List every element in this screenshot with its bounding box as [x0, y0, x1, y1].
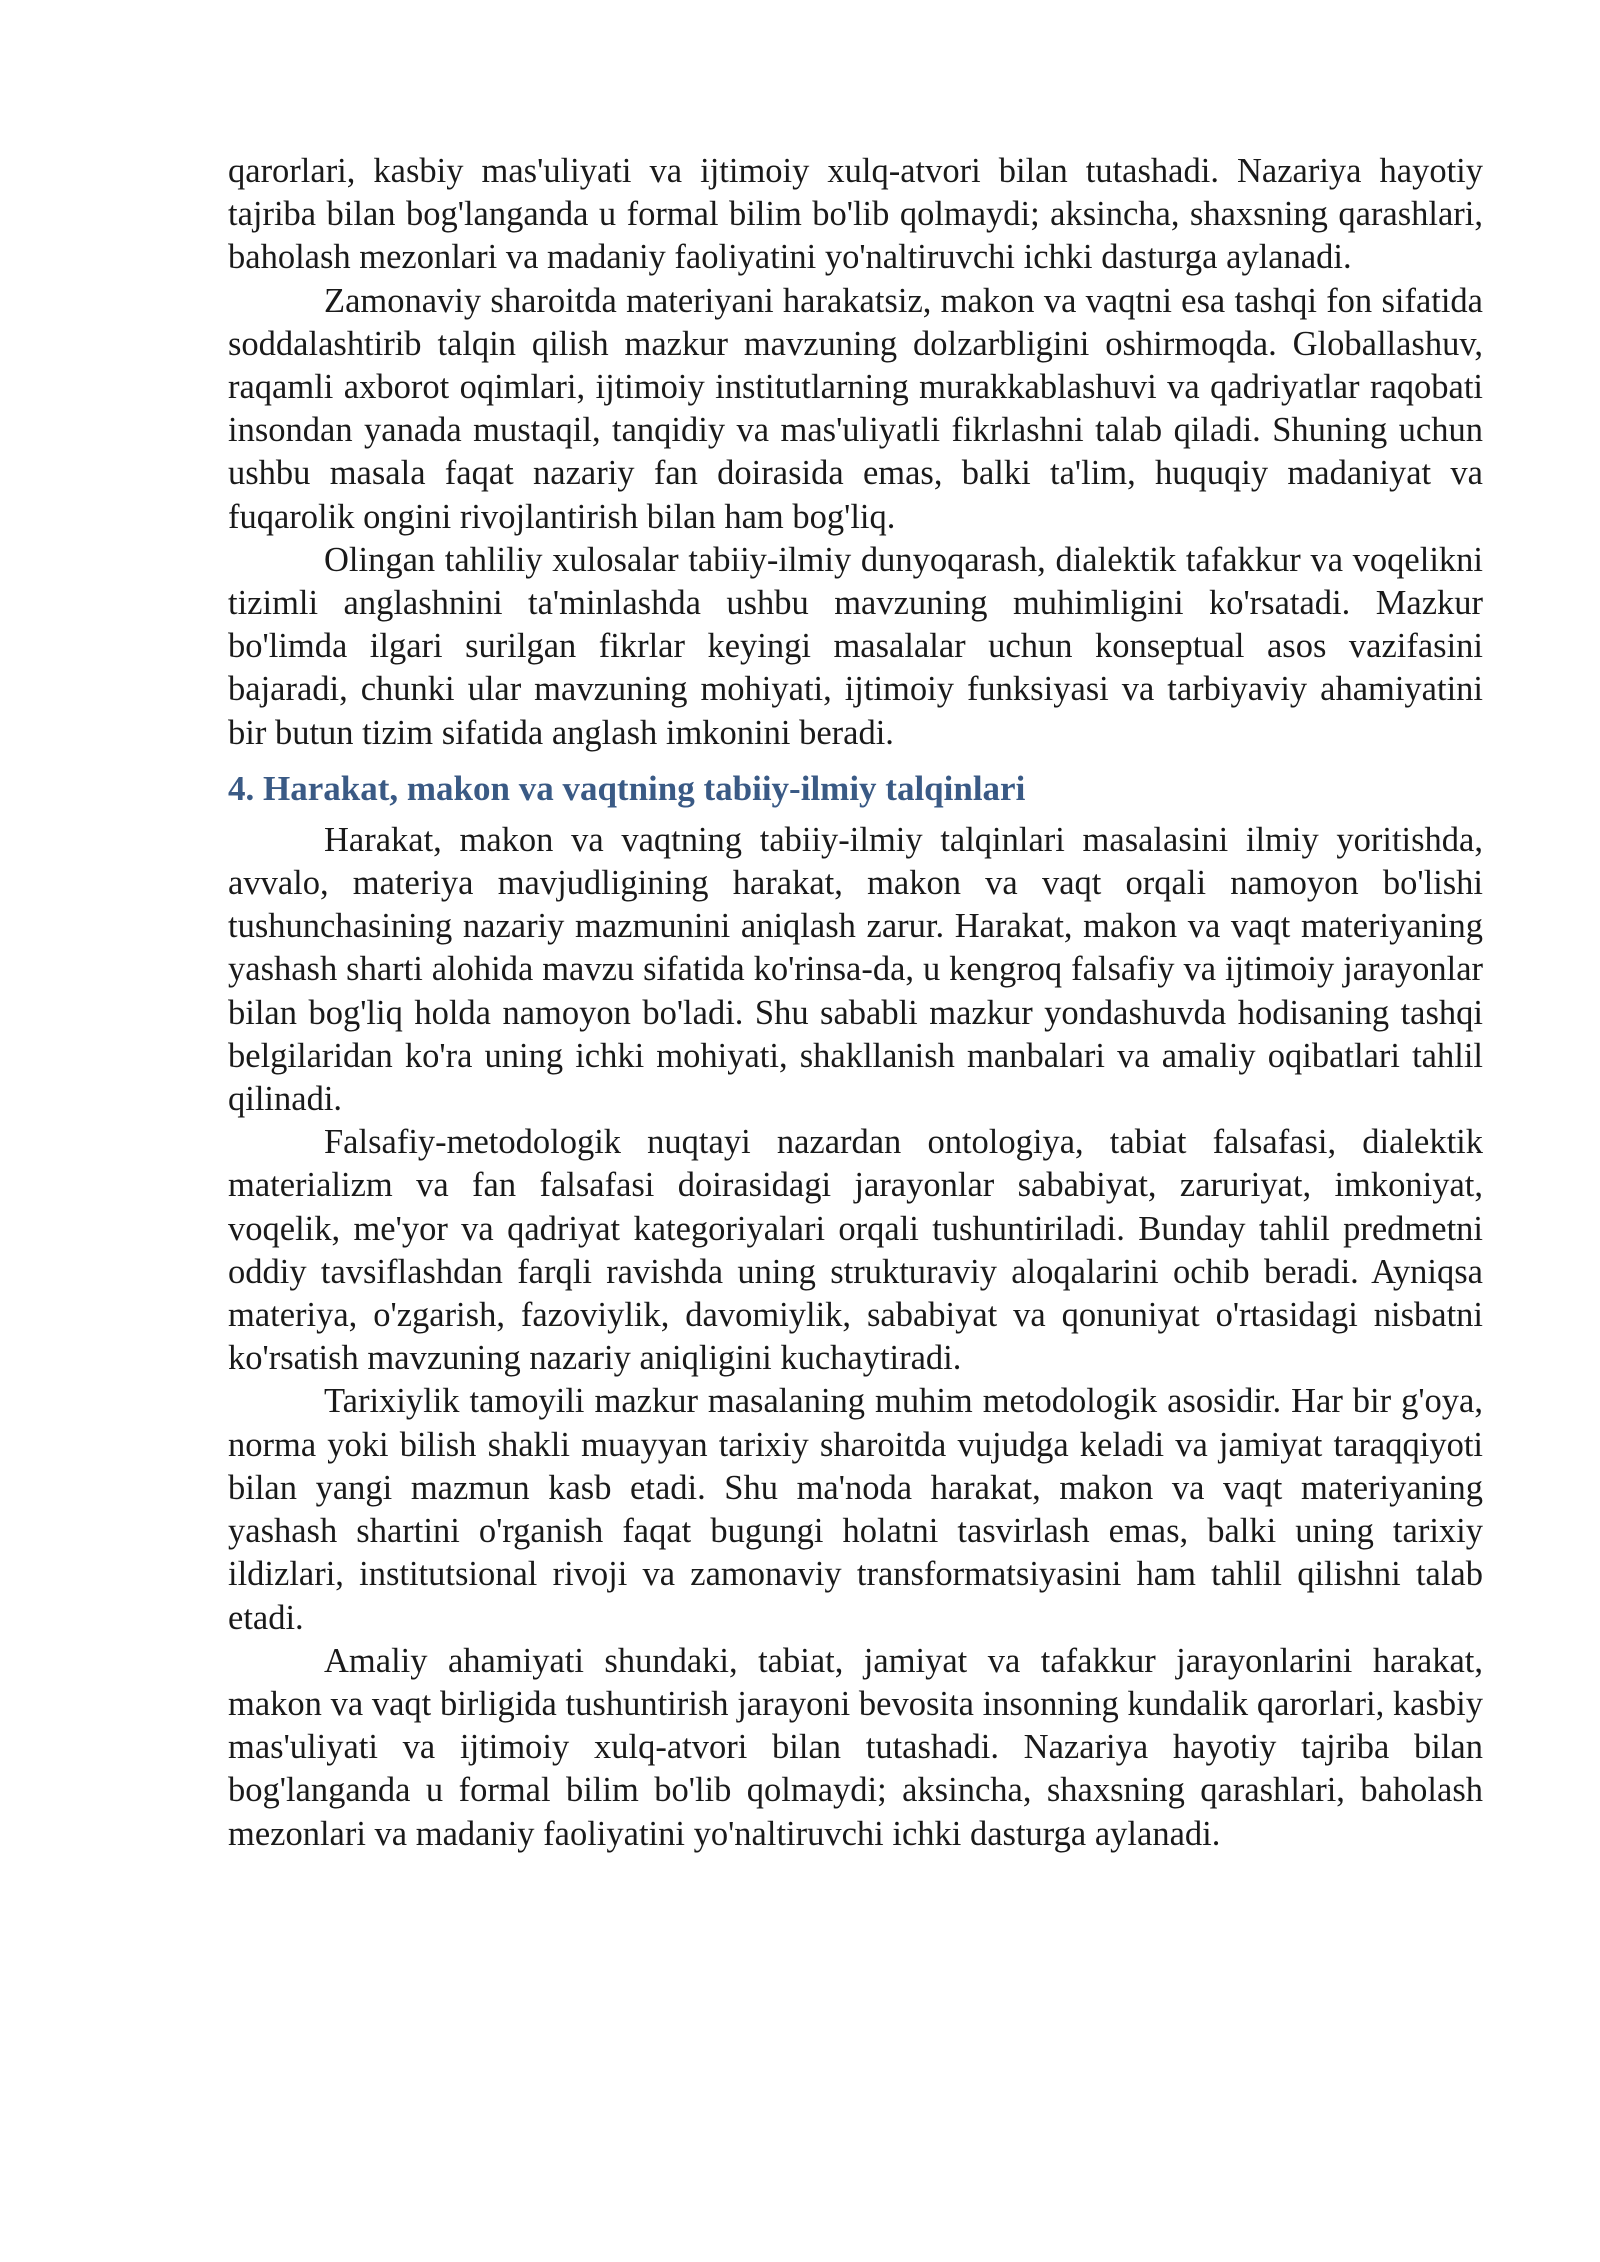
paragraph: Zamonaviy sharoitda materiyani harakatsiz, makon va vaqtni esa tashqi fon sifatida soddalashtirib talqin qilish mazkur mavzuning dolzarbligini oshirmoqda. Globallashuv, raqamli axborot oqimlari, ijtimoiy institutlarning murakkablashuvi va qadriyatlar raqobati insondan yanada mustaqil, tanqidiy va mas'uliyatli fikrlashni talab qiladi. Shuning uchun ushbu masala faqat nazariy fan doirasida emas, balki ta'lim, huquqiy madaniyat va fuqarolik ongini rivojlantirish bilan ham bog'liq. — [228, 281, 1483, 536]
paragraph: Falsafiy-metodologik nuqtayi nazardan ontologiya, tabiat falsafasi, dialektik materializm va fan falsafasi doirasidagi jarayonlar sababiyat, zaruriyat, imkoniyat, voqelik, me'yor va qadriyat kategoriyalari orqali tushuntiriladi. Bunday tahlil predmetni oddiy tavsiflashdan farqli ravishda uning strukturaviy aloqalarini ochib beradi. Ayniqsa materiya, o'zgarish, fazoviylik, davomiylik, sababiyat va qonuniyat o'rtasidagi nisbatni ko'rsatish mavzuning nazariy aniqligini kuchaytiradi. — [228, 1123, 1483, 1378]
section-heading: 4. Harakat, makon va vaqtning tabiiy-ilmiy talqinlari — [228, 768, 1026, 808]
paragraph: qarorlari, kasbiy mas'uliyati va ijtimoiy xulq-atvori bilan tutashadi. Nazariya hayotiy tajriba bilan bog'langanda u formal bilim bo'lib qolmaydi; aksincha, shaxsning qarashlari, baholash mezonlari va madaniy faoliyatini yo'naltiruvchi ichki dasturga aylanadi. — [228, 152, 1483, 277]
paragraph: Olingan tahliliy xulosalar tabiiy-ilmiy dunyoqarash, dialektik tafakkur va voqelikni tizimli anglashnini ta'minlashda ushbu mavzuning muhimligini ko'rsatadi. Mazkur bo'limda ilgari surilgan fikrlar keyingi masalalar uchun konseptual asos vazifasini bajaradi, chunki ular mavzuning mohiyati, ijtimoiy funksiyasi va tarbiyaviy ahamiyatini bir butun tizim sifatida anglash imkonini beradi. — [228, 540, 1483, 752]
paragraph: Amaliy ahamiyati shundaki, tabiat, jamiyat va tafakkur jarayonlarini harakat, makon va vaqt birligida tushuntirish jarayoni bevosita insonning kundalik qarorlari, kasbiy mas'uliyati va ijtimoiy xulq-atvori bilan tutashadi. Nazariya hayotiy tajriba bilan bog'langanda u formal bilim bo'lib qolmaydi; aksincha, shaxsning qarashlari, baholash mezonlari va madaniy faoliyatini yo'naltiruvchi ichki dasturga aylanadi. — [228, 1641, 1483, 1853]
paragraph: Harakat, makon va vaqtning tabiiy-ilmiy talqinlari masalasini ilmiy yoritishda, avvalo, materiya mavjudligining harakat, makon va vaqt orqali namoyon bo'lishi tushunchasining nazariy mazmunini aniqlash zarur. Harakat, makon va vaqt materiyaning yashash sharti alohida mavzu sifatida ko'rinsa-da, u kengroq falsafiy va ijtimoiy jarayonlar bilan bog'liq holda namoyon bo'ladi. Shu sababli mazkur yondashuvda hodisaning tashqi belgilaridan ko'ra uning ichki mohiyati, shakllanish manbalari va amaliy oqibatlari tahlil qilinadi. — [228, 820, 1483, 1119]
document-page — [228, 150, 1483, 1856]
paragraph: Tarixiylik tamoyili mazkur masalaning muhim metodologik asosidir. Har bir g'oya, norma yoki bilish shakli muayyan tarixiy sharoitda vujudga keladi va jamiyat taraqqiyoti bilan yangi mazmun kasb etadi. Shu ma'noda harakat, makon va vaqt materiyaning yashash shartini o'rganish faqat bugungi holatni tasvirlash emas, balki uning tarixiy ildizlari, institutsional rivoji va zamonaviy transformatsiyasini ham tahlil qilishni talab etadi. — [228, 1382, 1483, 1637]
